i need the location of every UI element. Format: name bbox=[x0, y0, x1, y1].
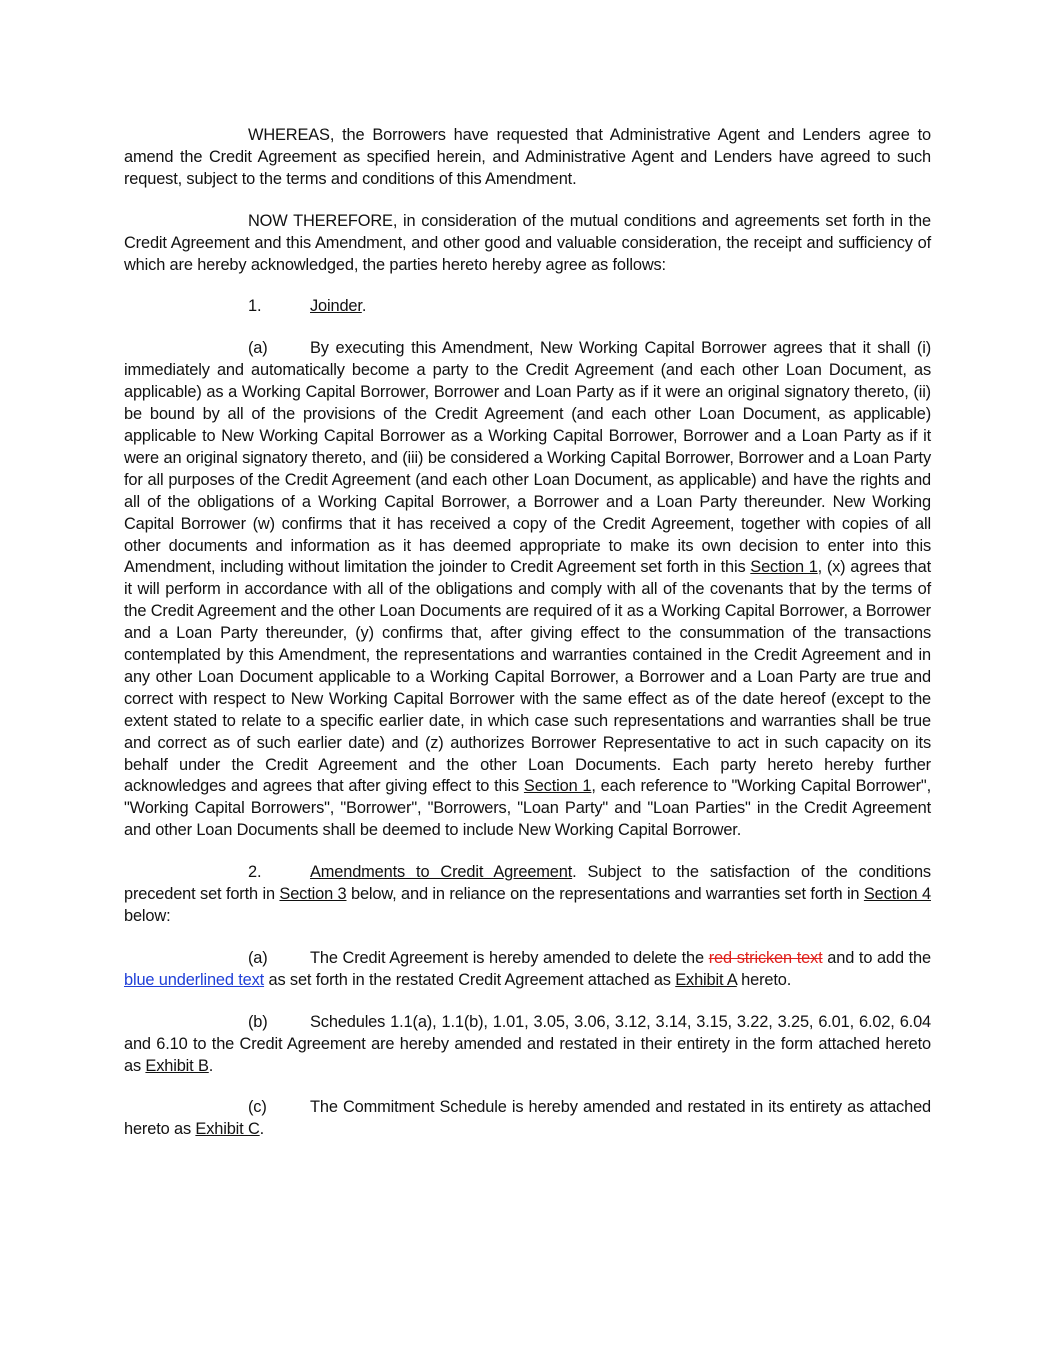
section-1-heading: 1. Joinder. bbox=[248, 297, 367, 316]
section-1a-paragraph: (a) By executing this Amendment, New Working Capital Borrower agrees that it shall (i) immediately and automatically become a party to the Credit Agreement (and each other Loan Document, as applicable) as a Working Capital Borrower, Borrower and Loan Party as if it were an original signatory thereto, (ii) be bound by all of the provisions of the Credit Agreement (and each other Loan Document, as applicable) applicable to New Working Capital Borrower as a Working Capital Borrower, Borrower and a Loan Party as if it were an original signatory thereto, and (iii) be considered a Working Capital Borrower, Borrower and a Loan Party for all purposes of the Credit Agreement (and each other Loan Document, as applicable) and have the rights and all of the obligations of a Working Capital Borrower, a Borrower and a Loan Party thereunder. New Working Capital Borrower (w) confirms that it has received a copy of the Credit Agreement, together with copies of all other documents and information as it has deemed appropriate to make its own decision to enter into this Amendment, including without limitation the joinder to Credit Agreement set forth in this Section 1, (x) agrees that it will perform in accordance with all of the obligations and comply with all of the covenants that by the terms of the Credit Agreement and the other Loan Documents are required of it as a Working Capital Borrower, a Borrower and a Loan Party thereunder, (y) confirms that, after giving effect to the consummation of the transactions contemplated by this Amendment, the representations and warranties contained in the Credit Agreement and in any other Loan Document applicable to a Working Capital Borrower, a Borrower and a Loan Party are true and correct with respect to New Working Capital Borrower with the same effect as of the date hereof (except to the extent stated to relate to a specific earlier date, in which case such representations and warranties shall be true and correct as of such earlier date) and (z) authorizes Borrower Representative to act in such capacity on its behalf under the Credit Agreement and the other Loan Documents. Each party hereto hereby further acknowledges and agrees that after giving effect to this Section 1, each reference to "Working Capital Borrower", "Working Capital Borrowers", "Borrower", "Borrowers, "Loan Party" and "Loan Parties" in the Credit Agreement and other Loan Documents shall be deemed to include New Working Capital Borrower. bbox=[124, 339, 931, 840]
section-2-paragraph: 2. Amendments to Credit Agreement. Subject to the satisfaction of the conditions precedent set forth in Section 3 below, and in reliance on the representations and warranties set forth in Section 4 below: bbox=[124, 863, 931, 925]
exhibit-c-reference: Exhibit C bbox=[195, 1120, 260, 1139]
section-3-reference: Section 3 bbox=[279, 885, 347, 904]
document-page bbox=[124, 125, 931, 1161]
deleted-text-sample: red stricken text bbox=[708, 948, 823, 967]
section-2c-paragraph: (c) The Commitment Schedule is hereby amended and restated in its entirety as attached hereto as Exhibit C. bbox=[124, 1098, 931, 1139]
inserted-text-sample: blue underlined text bbox=[124, 970, 265, 989]
section-1-reference: Section 1 bbox=[523, 777, 592, 796]
section-4-reference: Section 4 bbox=[863, 885, 931, 904]
whereas-paragraph: WHEREAS, the Borrowers have requested that Administrative Agent and Lenders agree to amend the Credit Agreement as specified herein, and Administrative Agent and Lenders have agreed to such request, subject to the terms and conditions of this Amendment. bbox=[124, 126, 931, 188]
section-1-reference: Section 1 bbox=[750, 558, 818, 577]
section-1-title: Joinder bbox=[310, 297, 362, 316]
now-therefore-paragraph: NOW THEREFORE, in consideration of the mutual conditions and agreements set forth in the Credit Agreement and this Amendment, and other good and valuable consideration, the receipt and sufficiency of which are hereby acknowledged, the parties hereto hereby agree as follows: bbox=[124, 211, 931, 274]
section-2a-paragraph: (a) The Credit Agreement is hereby amended to delete the red stricken text and to add the blue underlined text as set forth in the restated Credit Agreement attached as Exhibit A hereto. bbox=[124, 948, 931, 989]
exhibit-a-reference: Exhibit A bbox=[675, 970, 737, 989]
section-2-title: Amendments to Credit Agreement bbox=[310, 863, 573, 882]
section-2b-paragraph: (b) Schedules 1.1(a), 1.1(b), 1.01, 3.05, 3.06, 3.12, 3.14, 3.15, 3.22, 3.25, 6.01, 6.02, 6.04 and 6.10 to the Credit Agreement are hereby amended and restated in their entirety in the form attached hereto as Exhibit B. bbox=[124, 1012, 931, 1075]
exhibit-b-reference: Exhibit B bbox=[145, 1056, 209, 1075]
